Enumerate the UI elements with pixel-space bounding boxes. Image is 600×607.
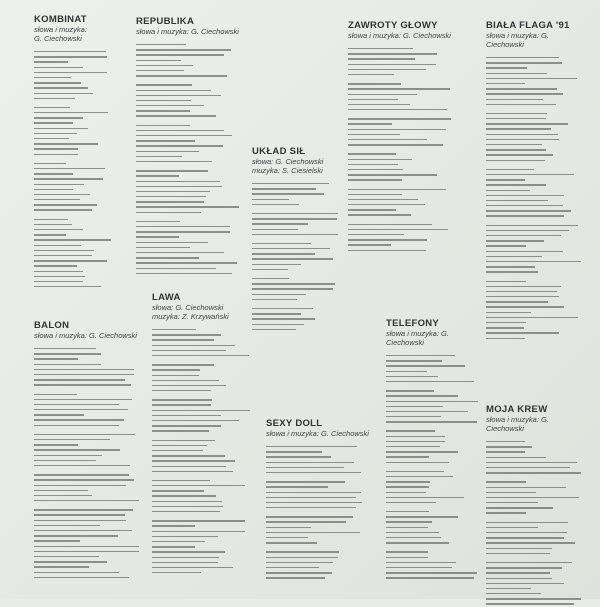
lyric-line: [348, 107, 458, 112]
lyric-line: [34, 423, 144, 428]
song-credit: muzyka: Z. Krzywański: [152, 312, 229, 321]
lyric-line: [252, 232, 342, 237]
lyrics-block: [386, 353, 486, 581]
lyric-line: [152, 388, 256, 393]
song-balon: [34, 320, 144, 580]
song-lawa: [152, 292, 256, 575]
song-credit: muzyka: S. Ciesielski: [252, 166, 323, 175]
song-credit: słowa i muzyka:: [34, 25, 87, 34]
lyric-line: [486, 269, 586, 274]
lyric-line: [34, 284, 114, 289]
song-title: TELEFONY: [386, 318, 440, 329]
lyric-line: [252, 297, 342, 302]
lyrics-block: [486, 439, 586, 607]
lyric-line: [136, 271, 246, 276]
song-republika: [136, 16, 246, 276]
song-title: LAWA: [152, 292, 181, 303]
lyric-line: [348, 142, 458, 147]
song-telefony: [386, 318, 486, 581]
lyric-line: [252, 202, 342, 207]
song-credit: słowa i muzyka: G. Ciechowski: [486, 415, 549, 433]
song-title: BIAŁA FLAGA '91: [486, 20, 570, 31]
lyric-line: [486, 510, 586, 515]
lyric-line: [266, 575, 376, 580]
lyric-line: [34, 463, 144, 468]
lyric-line: [386, 500, 486, 505]
lyric-line: [486, 551, 586, 556]
lyrics-block: [34, 49, 114, 289]
lyrics-block: [348, 46, 458, 253]
lyrics-block: [34, 346, 144, 580]
lyric-line: [152, 469, 256, 474]
lyric-line: [386, 460, 486, 465]
song-credit: słowa i muzyka: G. Ciechowski: [386, 329, 449, 347]
lyric-line: [34, 382, 144, 387]
song-title: KOMBINAT: [34, 14, 87, 25]
lyric-line: [34, 207, 114, 212]
lyric-line: [136, 113, 246, 118]
lyric-line: [34, 96, 114, 101]
song-title: REPUBLIKA: [136, 16, 195, 27]
song-credit: G. Ciechowski: [34, 34, 82, 43]
lyric-line: [486, 213, 586, 218]
song-credit: słowa: G. Ciechowski: [252, 157, 324, 166]
song-credit: słowa i muzyka: G. Ciechowski: [136, 27, 239, 36]
lyric-line: [486, 336, 586, 341]
song-title: SEXY DOLL: [266, 418, 323, 429]
lyric-line: [252, 327, 342, 332]
lyric-line: [136, 159, 246, 164]
song-title: MOJA KREW: [486, 404, 548, 415]
lyric-line: [152, 570, 256, 575]
lyric-line: [152, 428, 256, 433]
song-sexy-doll: [266, 418, 376, 581]
lyric-line: [34, 498, 144, 503]
lyric-line: [386, 379, 486, 384]
lyric-line: [252, 267, 342, 272]
lyric-line: [386, 419, 486, 424]
lyric-line: [34, 575, 144, 580]
lyric-line: [348, 72, 458, 77]
lyric-line: [486, 470, 586, 475]
lyric-line: [34, 152, 114, 157]
lyric-line: [266, 470, 376, 475]
lyric-line: [348, 248, 458, 253]
song-zawroty-glowy: [348, 20, 458, 253]
lyric-line: [266, 540, 376, 545]
lyric-line: [136, 210, 246, 215]
song-moja-krew: [486, 404, 586, 607]
song-title: BALON: [34, 320, 70, 331]
song-title: ZAWROTY GŁOWY: [348, 20, 438, 31]
song-uklad-sil: [252, 146, 342, 332]
song-credit: słowa i muzyka: G. Ciechowski: [348, 31, 451, 40]
lyric-line: [136, 73, 246, 78]
lyric-line: [486, 158, 586, 163]
lyrics-block: [152, 327, 256, 575]
lyric-line: [348, 177, 458, 182]
lyrics-block: [136, 42, 246, 276]
lyric-line: [152, 353, 256, 358]
lyric-line: [386, 575, 486, 580]
song-credit: słowa: G. Ciechowski: [152, 303, 224, 312]
song-credit: słowa i muzyka: G. Ciechowski: [34, 331, 137, 340]
lyrics-block: [486, 55, 586, 341]
song-biala-flaga: [486, 20, 586, 341]
song-credit: słowa i muzyka: G. Ciechowski: [486, 31, 549, 49]
lyric-line: [486, 601, 586, 606]
lyrics-block: [252, 181, 342, 332]
lyric-line: [386, 540, 486, 545]
song-credit: słowa i muzyka: G. Ciechowski: [266, 429, 369, 438]
lyric-line: [348, 212, 458, 217]
lyric-line: [266, 505, 376, 510]
lyrics-block: [266, 444, 376, 581]
lyric-line: [486, 102, 586, 107]
song-title: UKŁAD SIŁ: [252, 146, 306, 157]
song-kombinat: [34, 14, 114, 289]
lyric-line: [152, 509, 256, 514]
